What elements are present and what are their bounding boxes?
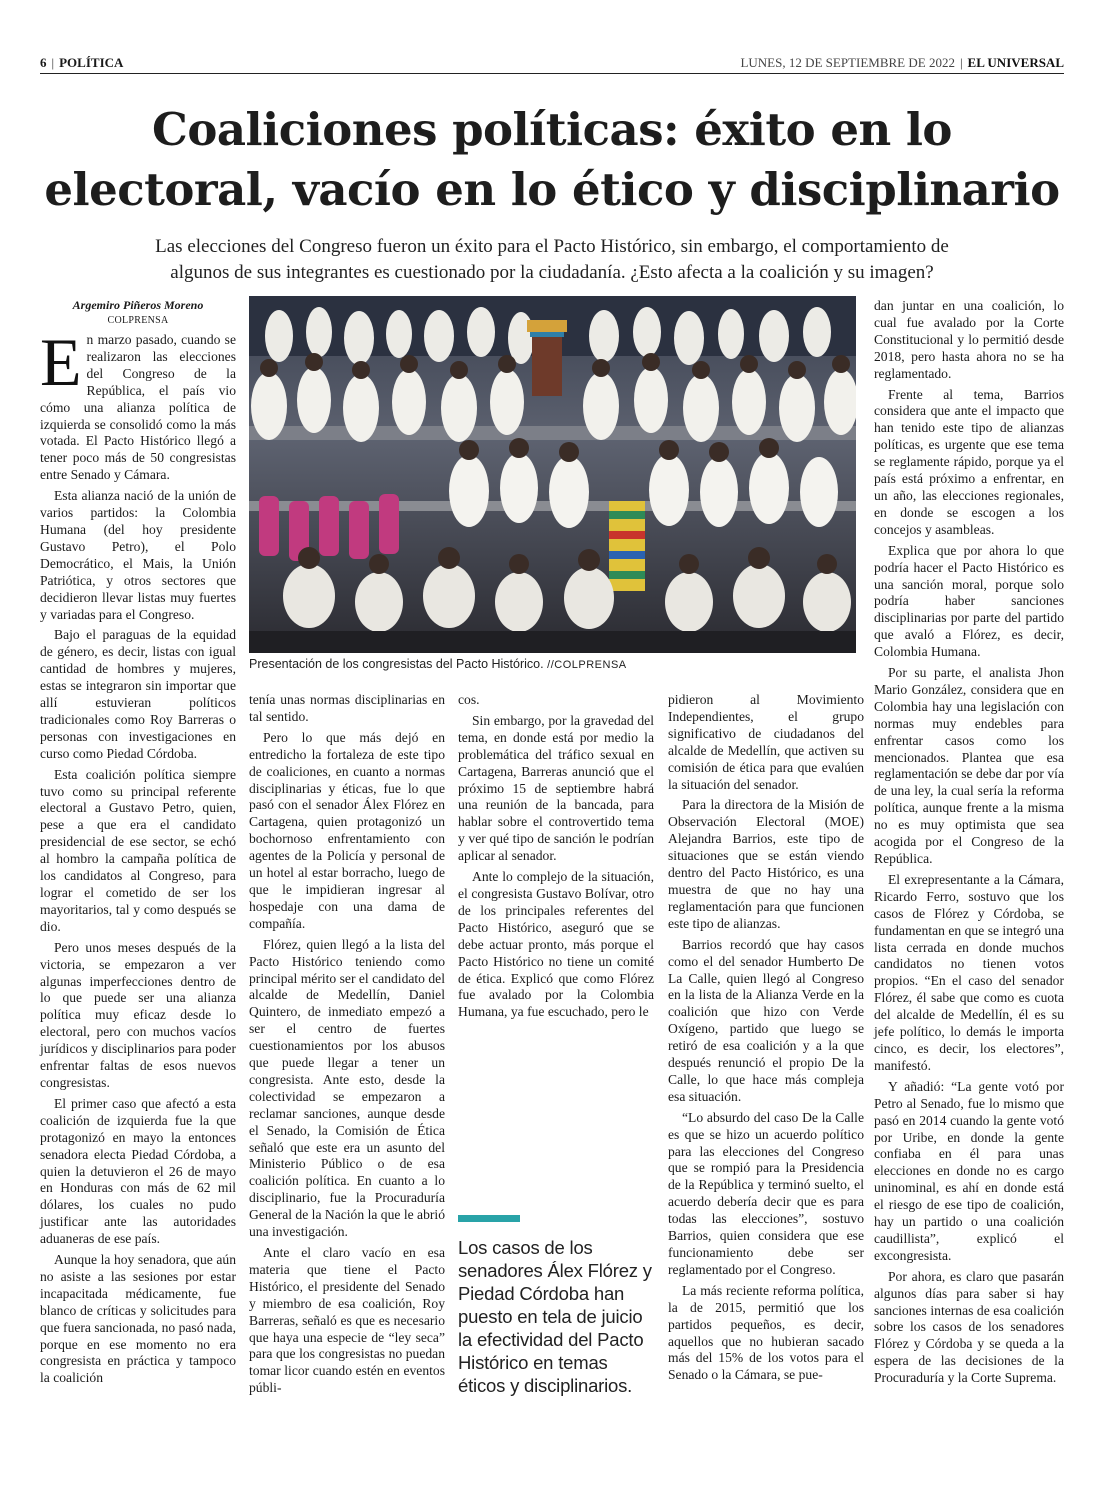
caption-text: Presentación de los congresistas del Pacto Histórico. bbox=[249, 657, 544, 671]
subheadline bbox=[60, 234, 1044, 286]
article-column-4 bbox=[668, 692, 864, 1388]
paragraph: Barrios recordó que hay casos como el del senador Humberto De La Calle, quien llegó al Congreso en la lista de la Alianza Verde en la coalición que hizo con Verde Oxígeno, partido que luego se retiró de esa coalición y a la que después renunció el propio De la Calle, lo que hace más compleja esa situación. bbox=[668, 936, 864, 1104]
paragraph: Y añadió: “La gente votó por Petro al Senado, fue lo mismo que pasó en 2014 cuando la gente votó por Uribe, en donde la gente confiaba en él para unas elecciones en donde no es cargo uninominal, es ahí en donde está el riesgo de ese tipo de coalición, hay un partido o una coalición caudillista”, explicó el excongresista. bbox=[874, 1078, 1064, 1263]
page-number: 6 bbox=[40, 55, 47, 70]
photo-caption bbox=[249, 657, 856, 671]
headline-line-1: Coaliciones políticas: éxito en lo bbox=[152, 103, 952, 156]
paragraph: cos. bbox=[458, 692, 480, 707]
paragraph: El primer caso que afectó a esta coalición de izquierda fue la que protagonizó en mayo la entonces senadora electa Piedad Córdoba, a quien la detuvieron el 26 de mayo en Honduras con más de 62 mil dólares, los cuales no pudo justificar ante las autoridades aduaneras de ese país. bbox=[40, 1095, 236, 1247]
paragraph: Esta coalición política siempre tuvo como su principal referente electoral a Gustavo Petro, quien, pese a que era el candidato presidencial de ese sector, se echó al hombro la campaña política de los candidatos al Congreso, para lograr el cometido de ser los mayoritarios, tal y como después se dio. bbox=[40, 766, 236, 934]
paragraph: “Lo absurdo del caso De la Calle es que se hizo un acuerdo político para las elecciones del Congreso que se rompió para la Presidencia de la República y terminó suelto, el acuerdo debería decir que es para todas las elecciones”, sostuvo Barrios, quien considera que ese funcionamiento debe ser reglamentado por el Congreso. bbox=[668, 1109, 864, 1277]
agency-name: COLPRENSA bbox=[107, 315, 169, 326]
paragraph: El exrepresentante a la Cámara, Ricardo Ferro, sostuvo que los casos de Flórez y Córdoba, se fundamentan en que se integró una lista cerrada en donde muchos candidatos no tienen votos propios. “En el caso del senador Flórez, él sabe que como es cuota del alcalde de Medellín, él es su jefe político, lo demás le importa cinco, es decir, los electores”, manifestó. bbox=[874, 871, 1064, 1073]
article-column-1 bbox=[40, 324, 236, 1391]
drop-cap: E bbox=[40, 324, 82, 400]
paragraph: Pero lo que más dejó en entredicho la fortaleza de este tipo de coaliciones, en cuanto a normas disciplinarias y éticas, fue lo que pasó con el senador Álex Flórez en Cartagena, quien protagonizó un bochornoso enfrentamiento con agentes de la Policía y personal de un hotel al estar borracho, luego de que le impidieran ingresar al hospedaje con una dama de compañía. bbox=[249, 729, 445, 931]
headline bbox=[40, 100, 1064, 220]
author-name: Argemiro Piñeros Moreno bbox=[72, 298, 204, 312]
subheadline-line-1: Las elecciones del Congreso fueron un éxito para el Pacto Histórico, sin embargo, el comportamiento de bbox=[155, 236, 949, 257]
article-column-5 bbox=[874, 298, 1064, 1391]
paragraph: Explica que por ahora lo que podría hacer el Pacto Histórico es una sanción moral, porque solo podría haber sanciones disciplinarias por parte del partido que avaló a Flórez, es decir, Colombia Humana. bbox=[874, 542, 1064, 660]
paragraph: Ante lo complejo de la situación, el congresista Gustavo Bolívar, otro de los principales referentes del Pacto Histórico, aseguró que se debe actuar pronto, más porque el Pacto Histórico no tiene un comité de ética. Explicó que como Flórez fue avalado por la Colombia Humana, ya fue escuchado, pero le bbox=[458, 869, 654, 1020]
paragraph: Aunque la hoy senadora, que aún no asiste a las sesiones por estar incapacitada médicamente, fue blanco de críticas y solicitudes para que fuera sancionada, no pasó nada, porque en ese momento no era congresista en práctica y tampoco la coalición bbox=[40, 1252, 236, 1386]
headline-line-2: electoral, vacío en lo ético y disciplinario bbox=[44, 163, 1060, 216]
paragraph: Bajo el paraguas de la equidad de género, es decir, listas con igual cantidad de hombres y mujeres, estas se integraron sin importar que allí estuvieran políticos tradicionales como Roy Barreras o personas con investigaciones en curso como Piedad Córdoba. bbox=[40, 627, 236, 761]
paragraph: Pero unos meses después de la victoria, se empezaron a ver algunas imperfecciones dentro de lo que puede ser una alianza política muy eficaz desde lo electoral, pero con muchos vacíos jurídicos y disciplinarios para poder enfrentar faltas de esos nuevos congresistas. bbox=[40, 939, 236, 1090]
paragraph: Ante el claro vacío en esa materia que tiene el Pacto Histórico, el presidente del Senado y miembro de esa coalición, Roy Barreras, señaló es que es necesario que haya una especie de “ley seca” para que los congresistas no puedan tomar licor cuando estén en eventos públi- bbox=[249, 1245, 445, 1396]
paragraph: tenía unas normas disciplinarias en tal sentido. bbox=[249, 692, 445, 724]
subheadline-line-2: algunos de sus integrantes es cuestionado por la ciudadanía. ¿Esto afecta a la coalición y su imagen? bbox=[170, 262, 934, 283]
page-header bbox=[40, 52, 1064, 74]
paragraph: Esta alianza nació de la unión de varios partidos: la Colombia Humana (del hoy presidente Gustavo Petro), el Polo Democrático, el Mais, la Unión Patriótica, y otros sectores que decidieron llevar listas muy fuertes y variadas para el Congreso. bbox=[40, 488, 236, 622]
article-column-3 bbox=[458, 692, 654, 1025]
crowd-photo-icon bbox=[249, 296, 856, 653]
pullquote-accent-bar bbox=[458, 1215, 520, 1222]
section-name: POLÍTICA bbox=[59, 55, 124, 70]
paragraph: Para la directora de la Misión de Observación Electoral (MOE) Alejandra Barrios, este tipo de situaciones que se están viendo dentro del Pacto Histórico, es una muestra de que no hay una reglamentación para que funcionen este tipo de alianzas. bbox=[668, 797, 864, 931]
paragraph: Por ahora, es claro que pasarán algunos días para saber si hay sanciones internas de esa coalición sobre los casos de los senadores Flórez y Córdoba y se queda a la espera de las decisiones de la Procuraduría y la Corte Suprema. bbox=[874, 1268, 1064, 1386]
article-photo bbox=[249, 296, 856, 653]
article-column-2 bbox=[249, 692, 445, 1401]
paragraph: La más reciente reforma política, la de 2015, permitió que los partidos pequeños, es decir, aquellos que no hubieran sacado más del 15% de los votos para el Senado o la Cámara, se pue- bbox=[668, 1282, 864, 1383]
paragraph: pidieron al Movimiento Independientes, el grupo significativo de ciudadanos del alcalde de Medellín, que activen su comisión de ética para que evalúen la situación del senador. bbox=[668, 692, 864, 792]
photo-credit: //COLPRENSA bbox=[543, 659, 627, 671]
paragraph: Por su parte, el analista Jhon Mario González, considera que en Colombia hay una legislación con normas muy endebles para enfrentar casos como los mencionados. Plantea que esa reglamentación se debe dar por vía de una ley, la cual sería la reforma política, aunque frente a la misma no es muy optimista que sea acogida por el Congreso de la República. bbox=[874, 665, 1064, 866]
header-right: LUNES, 12 DE SEPTIEMBRE DE 2022 | EL UNIVERSAL bbox=[740, 55, 1064, 70]
header-left: 6 | POLÍTICA bbox=[40, 55, 124, 70]
paragraph: Frente al tema, Barrios considera que ante el impacto que han tenido este tipo de alianzas políticas, es urgente que ese tema se reglamente rápido, porque ya el país está próximo a enfrentar, en un año, las elecciones regionales, en donde se escogen a los concejos y asambleas. bbox=[874, 386, 1064, 537]
newspaper-name: EL UNIVERSAL bbox=[967, 55, 1064, 70]
pullquote: Los casos de los senadores Álex Flórez y Piedad Córdoba han puesto en tela de juicio la efectividad del Pacto Histórico en temas éticos y disciplinarios. bbox=[458, 1237, 652, 1396]
paragraph: dan juntar en una coalición, lo cual fue avalado por la Corte Constitucional y lo permitió desde 2018, pero hasta ahora no se ha reglamentado. bbox=[874, 298, 1064, 381]
paragraph: Sin embargo, por la gravedad del tema, en donde está por medio la problemática del tráfico sexual en Cartagena, Barreras anunció que el próximo 15 de septiembre habrá una reunión de la bancada, para hablar sobre el controvertido tema y ver qué tipo de sanción le podrían aplicar al senador. bbox=[458, 712, 654, 864]
paragraph: Flórez, quien llegó a la lista del Pacto Histórico teniendo como principal mérito ser el candidato del alcalde de Medellín, Daniel Quintero, de inmediato empezó a ser el centro de fuertes cuestionamientos por los abusos que puede llegar a tener un congresista. Ante esto, desde la colectividad se empezaron a reclamar sanciones, aunque desde el Senado, la Comisión de Ética señaló que este era un asunto del Ministerio Público o de esa coalición política. En cuanto a lo disciplinario, fue la Procuraduría General de la Nación la que le abrió una investigación. bbox=[249, 936, 445, 1240]
paragraph: En marzo pasado, cuando se realizaron las elecciones del Congreso de la República, el país vio cómo una alianza política de izquierda se consolidó como la más votada. El Pacto Histórico llegó a tener poco más de 50 congresistas entre Senado y Cámara. bbox=[40, 324, 236, 483]
issue-date: LUNES, 12 DE SEPTIEMBRE DE 2022 bbox=[740, 55, 955, 70]
